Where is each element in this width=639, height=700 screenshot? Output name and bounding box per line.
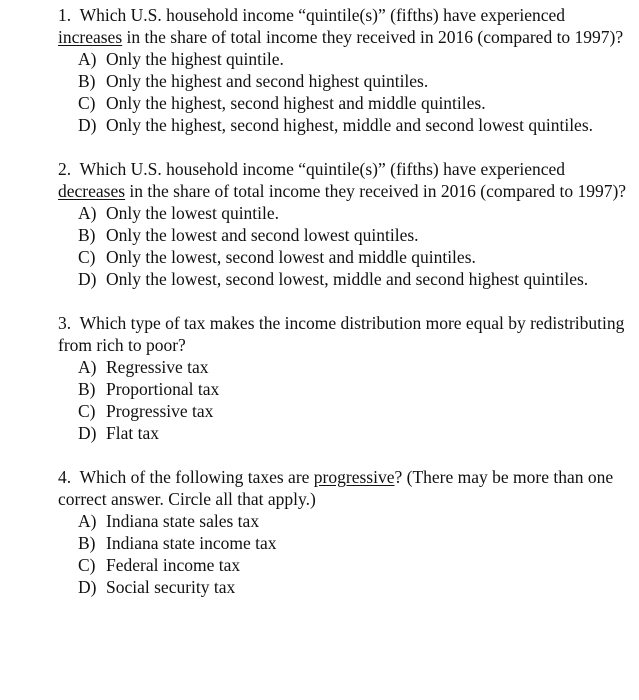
prompt-text: in the share of total income they received in 2016 (compared to 1997)? bbox=[126, 27, 624, 47]
option-letter: D) bbox=[78, 423, 97, 443]
option-letter: C) bbox=[78, 401, 96, 421]
question-2-prompt bbox=[58, 158, 633, 202]
option-text: Only the lowest and second lowest quintiles. bbox=[106, 225, 419, 245]
prompt-text: Which U.S. household income “quintile(s)” (fifths) have experienced bbox=[79, 159, 566, 179]
option-letter: B) bbox=[78, 379, 96, 399]
option-letter: A) bbox=[78, 49, 97, 69]
option-text: Only the highest, second highest, middle and second lowest quintiles. bbox=[106, 115, 594, 135]
question-3-prompt bbox=[58, 312, 633, 356]
question-4-prompt bbox=[58, 466, 633, 510]
option-text: Only the lowest, second lowest, middle and second highest quintiles. bbox=[106, 269, 589, 289]
prompt-underlined-term: increases bbox=[58, 27, 123, 47]
option-d[interactable] bbox=[78, 114, 633, 136]
option-letter: C) bbox=[78, 247, 96, 267]
option-text: Social security tax bbox=[106, 577, 236, 597]
question-3-options bbox=[58, 356, 633, 444]
option-letter: B) bbox=[78, 71, 96, 91]
worksheet bbox=[58, 4, 633, 620]
option-b[interactable] bbox=[78, 224, 633, 246]
option-text: Flat tax bbox=[106, 423, 159, 443]
prompt-text: in the share of total income they received in 2016 (compared to 1997)? bbox=[129, 181, 627, 201]
option-text: Indiana state sales tax bbox=[106, 511, 260, 531]
option-text: Indiana state income tax bbox=[106, 533, 277, 553]
question-4 bbox=[58, 466, 633, 598]
prompt-underlined-term: progressive bbox=[313, 467, 395, 487]
question-1-prompt bbox=[58, 4, 633, 48]
option-text: Only the lowest quintile. bbox=[106, 203, 280, 223]
question-number: 2. bbox=[58, 159, 72, 179]
question-number: 3. bbox=[58, 313, 72, 333]
option-text: Only the highest quintile. bbox=[106, 49, 284, 69]
question-number: 4. bbox=[58, 467, 72, 487]
option-d[interactable] bbox=[78, 268, 633, 290]
option-a[interactable] bbox=[78, 202, 633, 224]
option-letter: A) bbox=[78, 357, 97, 377]
option-letter: B) bbox=[78, 533, 96, 553]
option-text: Only the lowest, second lowest and middle quintiles. bbox=[106, 247, 476, 267]
prompt-text: Which type of tax makes the income distribution more equal by redistributing from rich to poor? bbox=[58, 313, 625, 355]
prompt-text: Which U.S. household income “quintile(s)” (fifths) have experienced bbox=[79, 5, 566, 25]
option-letter: A) bbox=[78, 203, 97, 223]
option-a[interactable] bbox=[78, 48, 633, 70]
question-number: 1. bbox=[58, 5, 72, 25]
option-letter: D) bbox=[78, 269, 97, 289]
option-b[interactable] bbox=[78, 532, 633, 554]
option-letter: A) bbox=[78, 511, 97, 531]
option-c[interactable] bbox=[78, 554, 633, 576]
option-letter: C) bbox=[78, 555, 96, 575]
question-2 bbox=[58, 158, 633, 290]
option-d[interactable] bbox=[78, 576, 633, 598]
option-text: Federal income tax bbox=[106, 555, 241, 575]
option-c[interactable] bbox=[78, 246, 633, 268]
question-1-options bbox=[58, 48, 633, 136]
option-a[interactable] bbox=[78, 356, 633, 378]
option-letter: D) bbox=[78, 577, 97, 597]
question-3 bbox=[58, 312, 633, 444]
option-a[interactable] bbox=[78, 510, 633, 532]
option-text: Proportional tax bbox=[106, 379, 220, 399]
option-text: Progressive tax bbox=[106, 401, 214, 421]
option-letter: B) bbox=[78, 225, 96, 245]
question-2-options bbox=[58, 202, 633, 290]
option-c[interactable] bbox=[78, 400, 633, 422]
option-c[interactable] bbox=[78, 92, 633, 114]
prompt-underlined-term: decreases bbox=[58, 181, 126, 201]
option-text: Only the highest, second highest and middle quintiles. bbox=[106, 93, 486, 113]
option-letter: D) bbox=[78, 115, 97, 135]
option-text: Only the highest and second highest quintiles. bbox=[106, 71, 429, 91]
question-1 bbox=[58, 4, 633, 136]
option-d[interactable] bbox=[78, 422, 633, 444]
option-text: Regressive tax bbox=[106, 357, 209, 377]
option-letter: C) bbox=[78, 93, 96, 113]
question-4-options bbox=[58, 510, 633, 598]
option-b[interactable] bbox=[78, 378, 633, 400]
option-b[interactable] bbox=[78, 70, 633, 92]
prompt-text: ? (There may be more than one correct answer. Circle all that apply.) bbox=[58, 467, 614, 509]
prompt-text: Which of the following taxes are bbox=[79, 467, 310, 487]
